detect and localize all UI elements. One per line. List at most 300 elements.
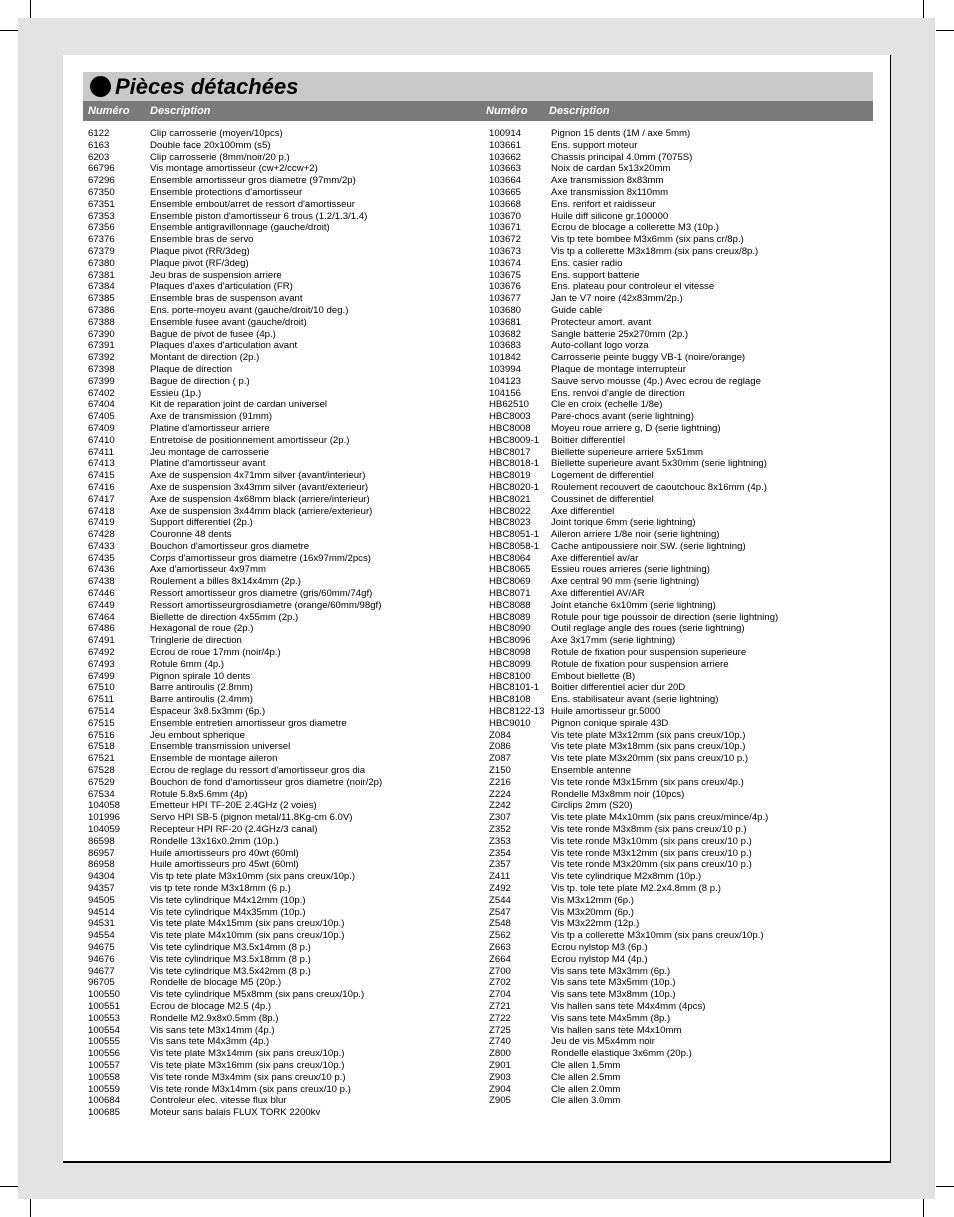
part-description: Rondelle elastique 3x6mm (20p.) [551, 1048, 692, 1060]
part-number: Z084 [489, 729, 511, 741]
part-description: Moyeu roue arriere g, D (serie lightning) [551, 422, 721, 434]
part-number: 94514 [88, 906, 115, 918]
part-number: HBC8022 [489, 505, 531, 517]
part-description: Vis tete plate M3x18mm (six pans creux/10p.) [551, 741, 746, 753]
part-number: 67399 [88, 375, 115, 387]
header-description-left: Description [150, 105, 211, 117]
part-description: Vis tete plate M3x14mm (six pans creux/10p.) [150, 1048, 345, 1060]
part-number: 67402 [88, 387, 115, 399]
part-description: Axe de transmission (91mm) [150, 411, 273, 423]
part-number: HBC8003 [489, 411, 531, 423]
part-description: Vis tete cylindrique M3.5x42mm (8 p.) [150, 965, 311, 977]
part-number: Z307 [489, 812, 511, 824]
part-description: Huile amortisseurs pro 40wt (60ml) [150, 847, 299, 859]
part-number: 103682 [489, 328, 522, 340]
part-number: 6163 [88, 139, 110, 151]
part-description: Rondelle 13x16x0.2mm (10p.) [150, 835, 279, 847]
part-description: Sauve servo mousse (4p.) Avec ecrou de reglage [551, 375, 761, 387]
part-description: Biellette superieure avant 5x30mm (serie lightning) [551, 458, 767, 470]
part-description: Protecteur amort. avant [551, 316, 652, 328]
part-description: Vis tete plate M3x12mm (six pans creux/10p.) [551, 729, 746, 741]
part-number: 67486 [88, 623, 115, 635]
part-description: Ecrou de blocage a collerette M3 (10p.) [551, 222, 719, 234]
part-number: 67350 [88, 186, 115, 198]
part-number: Z721 [489, 1000, 511, 1012]
part-description: Axe de suspension 4x68mm black (arriere/interieur) [150, 493, 370, 505]
part-number: 103994 [489, 363, 522, 375]
part-number: 100556 [88, 1048, 121, 1060]
crop-mark [923, 1199, 924, 1217]
part-description: Pignon 15 dents (1M / axe 5mm) [551, 128, 691, 139]
part-description: Boitier differentiel acier dur 20D [551, 682, 686, 694]
part-number: Z411 [489, 871, 511, 883]
part-number: 94357 [88, 883, 115, 894]
part-description: Hexagonal de roue (2p.) [150, 623, 254, 635]
part-description: Support differentiel (2p.) [150, 517, 253, 529]
part-description: Roulement a billes 8x14x4mm (2p.) [150, 576, 301, 588]
part-description: Ensemble antigravillonnage (gauche/droit) [150, 222, 330, 234]
header-numero-left: Numéro [88, 105, 130, 117]
part-number: 100684 [88, 1095, 121, 1107]
part-description: Barre antiroulis (2.4mm) [150, 694, 253, 706]
part-description: Ensemble bras de suspenson avant [150, 293, 303, 305]
part-description: Huile amortisseur gr.5000 [551, 706, 661, 718]
part-description: Vis tp tete plate M3x10mm (six pans creux/10p.) [150, 871, 356, 883]
part-description: Entretoise de positionnement amortisseur (2p.) [150, 434, 350, 446]
part-description: Noix de cardan 5x13x20mm [551, 163, 671, 175]
part-description: Axe differentiel AV/AR [551, 588, 645, 600]
part-description: Corps d'amortisseur gros diametre (16x97mm/2pcs) [150, 552, 371, 564]
part-number: Z354 [489, 847, 511, 859]
part-number: 100557 [88, 1059, 121, 1071]
part-number: 86957 [88, 847, 115, 859]
part-description: Huile amortisseurs pro 45wt (60ml) [150, 859, 299, 871]
part-number: 67435 [88, 552, 115, 564]
part-description: Essieu (1p.) [150, 387, 202, 399]
part-description: Vis tete plate M4x15mm (six pans creux/10p.) [150, 918, 345, 930]
part-number: 67491 [88, 635, 115, 647]
part-number: 67510 [88, 682, 115, 694]
part-number: HBC9010 [489, 717, 531, 729]
part-description: Ensemble de montage aileron [150, 753, 278, 765]
part-number: 104058 [88, 800, 121, 812]
part-description: Plaque de montage interrupteur [551, 363, 686, 375]
part-description: Axe 3x17mm (serie lightning) [551, 635, 676, 647]
part-description: Plaques d'axes d'articulation (FR) [150, 281, 293, 293]
part-description: Double face 20x100mm (s5) [150, 139, 271, 151]
part-number: 103668 [489, 198, 522, 210]
part-description: Platine d'amortisseur avant [150, 458, 266, 470]
part-number: Z492 [489, 883, 511, 894]
part-number: 100551 [88, 1000, 121, 1012]
part-number: 103662 [489, 151, 522, 163]
part-description: Vis tete ronde M3x10mm (six pans creux/10 p.) [551, 835, 752, 847]
part-description: Circlips 2mm (S20) [551, 800, 633, 812]
part-description: Vis M3x22mm (12p.) [551, 918, 640, 930]
part-description: Vis montage amortisseur (cw+2/ccw+2) [150, 163, 318, 175]
crop-mark [30, 1199, 31, 1217]
part-description: Vis tete cylindrique M3.5x14mm (8 p.) [150, 941, 311, 953]
part-description: Controleur elec. vitesse flux blur [150, 1095, 287, 1107]
part-description: Vis tete ronde M3x15mm (six pans creux/4p.) [551, 776, 744, 788]
part-description: Axe de suspension 3x44mm black (arriere/exterieur) [150, 505, 373, 517]
part-description: Vis sans tete M4x5mm (8p.) [551, 1012, 671, 1024]
part-number: 67492 [88, 647, 115, 659]
part-number: 67376 [88, 234, 115, 246]
part-number: 67516 [88, 729, 115, 741]
part-description: Rotule 5.8x5.6mm (4p) [150, 788, 248, 800]
part-description: Vis M3x20mm (6p.) [551, 906, 634, 918]
part-number: HBC8021 [489, 493, 531, 505]
part-description: Ens. renvoi d'angle de direction [551, 387, 685, 399]
part-number: HBC8098 [489, 647, 531, 659]
part-description: Vis tete cylindrique M3.5x18mm (8 p.) [150, 953, 311, 965]
part-description: Cle allen 1.5mm [551, 1059, 621, 1071]
part-description: Vis tp a collerette M3x18mm (six pans creux/8p.) [551, 245, 759, 257]
part-description: Ressort amortisseur gros diametre (gris/60mm/74gf) [150, 588, 373, 600]
part-number: 67528 [88, 765, 115, 777]
part-description: Axe d'amortisseur 4x97mm [150, 564, 266, 576]
part-description: Vis sans tete M3x5mm (10p.) [551, 977, 676, 989]
part-description: Chassis principal 4.0mm (7075S) [551, 151, 693, 163]
part-number: 67419 [88, 517, 115, 529]
part-description: Embout biellette (B) [551, 670, 636, 682]
part-number: 67449 [88, 599, 115, 611]
part-description: Ensemble protections d'amortisseur [150, 186, 303, 198]
part-description: Vis tete plate M4x10mm (six pans creux/mince/4p.) [551, 812, 769, 824]
crop-mark [30, 0, 31, 18]
part-number: 103671 [489, 222, 522, 234]
part-number: HBC8108 [489, 694, 531, 706]
part-number: 67417 [88, 493, 115, 505]
part-number: 94554 [88, 930, 115, 942]
part-number: 101996 [88, 812, 121, 824]
part-description: Tringlerie de direction [150, 635, 242, 647]
part-number: 67515 [88, 717, 115, 729]
part-description: Jeu embout spherique [150, 729, 245, 741]
part-description: Espaceur 3x8.5x3mm (6p.) [150, 706, 266, 718]
part-number: Z702 [489, 977, 511, 989]
part-number: 103661 [489, 139, 522, 151]
part-number: HBC8017 [489, 446, 531, 458]
part-description: Vis tete ronde M3x4mm (six pans creux/10 p.) [150, 1071, 346, 1083]
part-number: HBC8009-1 [489, 434, 540, 446]
part-number: Z087 [489, 753, 511, 765]
part-description: Plaque pivot (RR/3deg) [150, 245, 250, 257]
part-description: Vis tete plate M4x10mm (six pans creux/10p.) [150, 930, 345, 942]
part-description: Rotule 6mm (4p.) [150, 658, 225, 670]
part-number: 67446 [88, 588, 115, 600]
part-description: Ensemble bras de servo [150, 234, 254, 246]
part-description: Kit de reparation joint de cardan universel [150, 399, 328, 411]
part-number: 103677 [489, 293, 522, 305]
part-number: HBC8008 [489, 422, 531, 434]
part-number: 103680 [489, 304, 522, 316]
part-description: Coussinet de differentiel [551, 493, 654, 505]
part-number: 67384 [88, 281, 115, 293]
parts-sheet [63, 55, 891, 1163]
part-number: 67405 [88, 411, 115, 423]
part-number: HBC8018-1 [489, 458, 540, 470]
part-description: Cle allen 2.5mm [551, 1071, 621, 1083]
part-description: Ensemble amortisseur gros diametre (97mm/2p) [150, 175, 356, 187]
part-number: Z357 [489, 859, 511, 871]
part-description: Vis tete ronde M3x14mm (six pans creux/10 p.) [150, 1083, 351, 1095]
part-number: HBC8088 [489, 599, 531, 611]
part-number: Z704 [489, 989, 511, 1001]
part-description: Auto-collant logo vorza [551, 340, 649, 352]
part-description: Rondelle M3x8mm noir (10pcs) [551, 788, 685, 800]
part-number: HBC8089 [489, 611, 531, 623]
part-description: Axe de suspension 4x71mm silver (avant/interieur) [150, 470, 366, 482]
part-description: Logement de differentiel [551, 470, 654, 482]
part-number: 67385 [88, 293, 115, 305]
part-description: Vis tete plate M3x20mm (six pans creux/10 p.) [551, 753, 749, 765]
part-number: 101842 [489, 352, 522, 364]
crop-mark [936, 30, 954, 31]
part-number: 67398 [88, 363, 115, 375]
part-number: 67351 [88, 198, 115, 210]
part-number: 67416 [88, 481, 115, 493]
part-description: vis tp tete ronde M3x18mm (6 p.) [150, 883, 291, 894]
part-description: Emetteur HPI TF-20E 2.4GHz (2 voies) [150, 800, 317, 812]
part-number: 67511 [88, 694, 114, 706]
part-description: Vis tp tete bombee M3x6mm (six pans cr/8p.) [551, 234, 744, 246]
part-description: Vis tete cylindrique M5x8mm (six pans creux/10p.) [150, 989, 365, 1001]
part-number: 100685 [88, 1107, 121, 1119]
part-number: 67529 [88, 776, 115, 788]
part-description: Cle en croix (echelle 1/8e) [551, 399, 663, 411]
part-description: Vis tete plate M3x16mm (six pans creux/10p.) [150, 1059, 345, 1071]
part-number: 94677 [88, 965, 115, 977]
part-description: Clip carrosserie (moyen/10pcs) [150, 128, 283, 139]
part-description: Jan te V7 noire (42x83mm/2p.) [551, 293, 683, 305]
part-number: 67499 [88, 670, 115, 682]
part-number: Z547 [489, 906, 511, 918]
part-number: 103681 [489, 316, 522, 328]
part-number: HBC8122-13 [489, 706, 545, 718]
part-description: Ressort amortisseurgrosdiametre (orange/60mm/98gf) [150, 599, 382, 611]
part-number: Z086 [489, 741, 511, 753]
part-description: Vis M3x12mm (6p.) [551, 894, 634, 906]
part-number: 94304 [88, 871, 115, 883]
part-description: Carrosserie peinte buggy VB-1 (noire/orange) [551, 352, 746, 364]
part-number: HBC8023 [489, 517, 531, 529]
part-description: Axe transmission 8x83mm [551, 175, 664, 187]
part-number: 67413 [88, 458, 115, 470]
part-number: HBC8065 [489, 564, 531, 576]
part-description: Vis hallen sans tete M4x10mm [551, 1024, 682, 1036]
part-description: Ens. porte-moyeu avant (gauche/droit/10 deg.) [150, 304, 349, 316]
part-number: 94505 [88, 894, 115, 906]
part-description: Rotule de fixation pour suspension superieure [551, 647, 747, 659]
part-number: 103673 [489, 245, 522, 257]
part-number: 67391 [88, 340, 115, 352]
part-description: Ecrou de reglage du ressort d'amortisseur gros dia [150, 765, 366, 777]
page-title: Pièces détachées [115, 74, 299, 99]
part-description: Biellette superieure arriere 5x51mm [551, 446, 703, 458]
part-number: HBC8058-1 [489, 540, 540, 552]
bullet-icon [90, 76, 111, 97]
part-number: Z740 [489, 1036, 511, 1048]
part-number: 66796 [88, 163, 115, 175]
part-number: 67514 [88, 706, 115, 718]
part-description: Ens. support moteur [551, 139, 638, 151]
part-number: Z548 [489, 918, 511, 930]
part-number: 94675 [88, 941, 115, 953]
part-number: 67433 [88, 540, 115, 552]
part-description: Ensemble fusee avant (gauche/droit) [150, 316, 307, 328]
part-number: 100559 [88, 1083, 121, 1095]
part-number: 103665 [489, 186, 522, 198]
part-number: 67356 [88, 222, 115, 234]
part-description: Joint torique 6mm (serie lightning) [551, 517, 696, 529]
part-description: Servo HPI SB-5 (pignon metal/11.8Kg-cm 6.0V) [150, 812, 353, 824]
part-number: Z352 [489, 824, 511, 836]
part-number: 67464 [88, 611, 115, 623]
part-number: HBC8096 [489, 635, 531, 647]
part-description: Ecrou nylstop M4 (4p.) [551, 953, 648, 965]
part-number: 94676 [88, 953, 115, 965]
part-description: Axe de suspension 3x43mm silver (avant/exterieur) [150, 481, 369, 493]
part-number: 67411 [88, 446, 114, 458]
part-number: 67409 [88, 422, 115, 434]
part-number: 86958 [88, 859, 115, 871]
part-description: Ensemble entretien amortisseur gros diametre [150, 717, 347, 729]
crop-mark [936, 1186, 954, 1187]
part-number: Z544 [489, 894, 511, 906]
part-description: Roulement recouvert de caoutchouc 8x16mm (4p.) [551, 481, 767, 493]
part-description: Ensemble piston d'amortisseur 6 trous (1.2/1.3/1.4) [150, 210, 368, 222]
part-description: Couronne 48 dents [150, 529, 232, 541]
part-description: Moteur sans balais FLUX TORK 2200kv [150, 1107, 321, 1119]
part-number: Z150 [489, 765, 511, 777]
part-description: Aileron arriere 1/8e noir (serie lightning) [551, 529, 720, 541]
part-description: Ens. plateau pour controleur el vitesse [551, 281, 715, 293]
part-description: Vis tete ronde M3x20mm (six pans creux/10 p.) [551, 859, 752, 871]
part-description: Vis tp a collerette M3x10mm (six pans creux/10p.) [551, 930, 764, 942]
part-description: Vis sans tete M3x3mm (6p.) [551, 965, 671, 977]
part-description: Jeu montage de carrosserie [150, 446, 269, 458]
part-description: Ensemble embout/arret de ressort d'amortisseur [150, 198, 355, 210]
part-number: 100554 [88, 1024, 121, 1036]
part-description: Bouchon de fond d'amortisseur gros diametre (noir/2p) [150, 776, 383, 788]
part-number: 94531 [88, 918, 115, 930]
part-description: Vis tp. tole tete plate M2.2x4.8mm (8 p.) [551, 883, 721, 894]
part-description: Biellette de direction 4x55mm (2p.) [150, 611, 299, 623]
part-description: Pignon spirale 10 dents [150, 670, 251, 682]
part-number: Z216 [489, 776, 511, 788]
part-description: Ensemble transmission universel [150, 741, 291, 753]
part-number: Z905 [489, 1095, 511, 1107]
part-number: 67296 [88, 175, 115, 187]
part-description: Platine d'amortisseur arriere [150, 422, 270, 434]
part-number: HBC8100 [489, 670, 531, 682]
part-number: 67353 [88, 210, 115, 222]
part-description: Vis hallen sans tete M4x4mm (4pcs) [551, 1000, 706, 1012]
part-description: Plaque de direction [150, 363, 233, 375]
part-description: Plaque pivot (RF/3deg) [150, 257, 249, 269]
part-description: Rondelle de blocage M5 (20p.) [150, 977, 282, 989]
column-header-band [83, 101, 873, 121]
part-number: 67521 [88, 753, 115, 765]
part-number: HBC8069 [489, 576, 531, 588]
part-number: HBC8019 [489, 470, 531, 482]
part-number: 100555 [88, 1036, 121, 1048]
part-description: Axe differentiel [551, 505, 615, 517]
part-description: Vis tete ronde M3x8mm (six pans creux/10 p.) [551, 824, 747, 836]
part-number: 103676 [489, 281, 522, 293]
part-description: Vis sans tete M3x8mm (10p.) [551, 989, 676, 1001]
part-number: HBC8099 [489, 658, 531, 670]
part-number: 67388 [88, 316, 115, 328]
part-description: Boitier differentiel [551, 434, 625, 446]
part-number: Z722 [489, 1012, 511, 1024]
part-number: 67404 [88, 399, 115, 411]
part-description: Pignon conique spirale 43D [551, 717, 669, 729]
part-number: Z700 [489, 965, 511, 977]
part-description: Ensemble antenne [551, 765, 632, 777]
crop-mark [0, 1186, 18, 1187]
part-description: Vis tete cylindrique M4x12mm (10p.) [150, 894, 306, 906]
part-number: 86598 [88, 835, 115, 847]
part-description: Plaques d'axes d'articulation avant [150, 340, 298, 352]
part-description: Barre antiroulis (2.8mm) [150, 682, 253, 694]
crop-mark [0, 30, 18, 31]
part-description: Bouchon d'amortisseur gros diametre [150, 540, 310, 552]
part-description: Essieu roues arrieres (serie lightning) [551, 564, 710, 576]
part-number: 103683 [489, 340, 522, 352]
part-description: Jeu bras de suspension arriere [150, 269, 282, 281]
part-number: 67390 [88, 328, 115, 340]
part-number: HBC8020-1 [489, 481, 540, 493]
part-number: 104123 [489, 375, 522, 387]
part-number: Z725 [489, 1024, 511, 1036]
part-description: Ens. support batterie [551, 269, 640, 281]
part-description: Ecrou de blocage M2.5 (4p.) [150, 1000, 272, 1012]
part-description: Ecrou nylstop M3 (6p.) [551, 941, 648, 953]
part-number: Z904 [489, 1083, 511, 1095]
part-description: Bague de pivot de fusee (4p.) [150, 328, 276, 340]
part-number: 67428 [88, 529, 115, 541]
part-number: HBC8051-1 [489, 529, 540, 541]
part-number: 100553 [88, 1012, 121, 1024]
part-number: 67379 [88, 245, 115, 257]
crop-mark [923, 0, 924, 18]
part-number: 6122 [88, 128, 110, 139]
part-description: Vis sans tete M3x14mm (4p.) [150, 1024, 275, 1036]
part-number: 6203 [88, 151, 110, 163]
part-description: Pare-chocs avant (serie lightning) [551, 411, 694, 423]
part-number: HBC8064 [489, 552, 531, 564]
part-number: 96705 [88, 977, 115, 989]
part-number: Z800 [489, 1048, 511, 1060]
part-description: Montant de direction (2p.) [150, 352, 260, 364]
part-description: Axe differentiel av/ar [551, 552, 639, 564]
part-number: 67381 [88, 269, 115, 281]
part-description: Ens. renfort et raidisseur [551, 198, 656, 210]
part-description: Sangle batterie 25x270mm (2p.) [551, 328, 689, 340]
part-description: Vis tete cylindrique M4x35mm (10p.) [150, 906, 306, 918]
part-number: 103664 [489, 175, 522, 187]
part-description: Guide cable [551, 304, 603, 316]
part-description: Cle allen 3.0mm [551, 1095, 621, 1107]
part-description: Cache antipoussiere noir SW. (serie lightning) [551, 540, 746, 552]
part-number: 67392 [88, 352, 115, 364]
part-description: Ecrou de roue 17mm (noir/4p.) [150, 647, 281, 659]
part-description: Outil reglage angle des roues (serie lightning) [551, 623, 745, 635]
header-description-right: Description [549, 105, 610, 117]
